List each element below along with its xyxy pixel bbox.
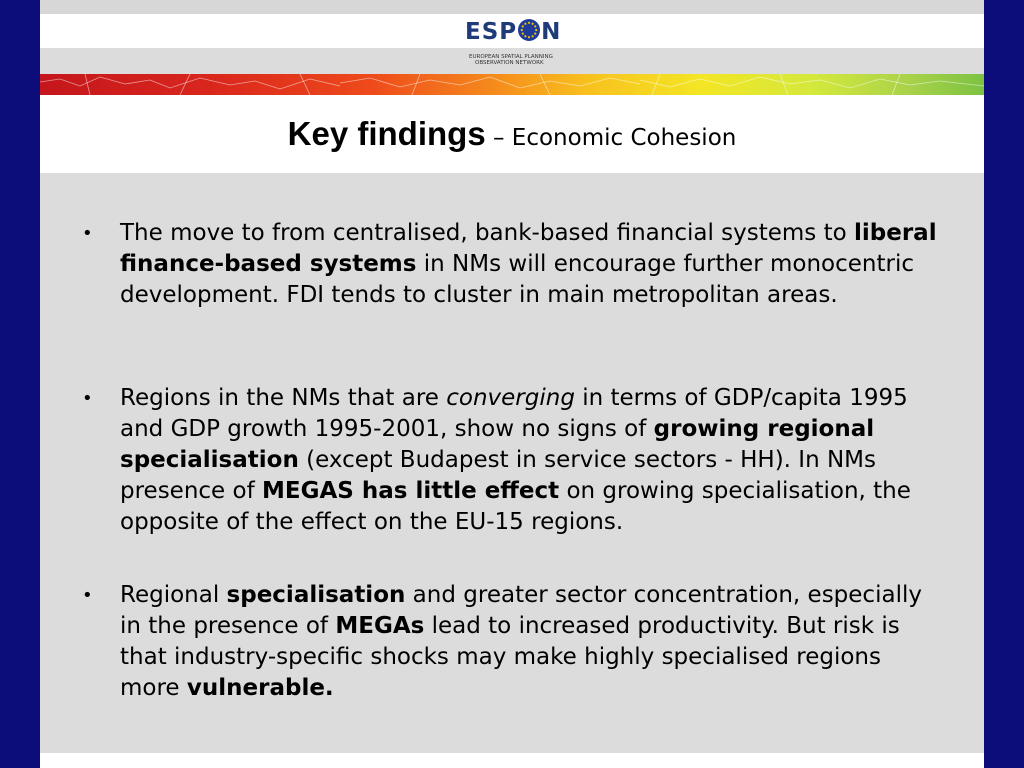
top-strip — [40, 0, 984, 14]
bullet-text — [120, 580, 945, 704]
bullet-marker: • — [82, 223, 93, 244]
slide-title — [40, 115, 984, 153]
text-run-italic: converging — [446, 385, 575, 411]
content-panel — [40, 173, 984, 753]
bottom-strip — [40, 753, 984, 768]
logo-text-n: N — [541, 19, 562, 45]
eu-flag-circle-icon — [517, 18, 541, 42]
logo-wordmark — [465, 18, 561, 48]
eu-star-icon — [524, 35, 526, 37]
bullet-marker: • — [82, 585, 93, 606]
text-run-bold: MEGAs — [335, 613, 425, 639]
slide — [40, 0, 984, 768]
logo-subtitle — [469, 54, 565, 66]
text-run: Regional — [120, 582, 227, 608]
text-run-bold: MEGAS has little effect — [262, 478, 560, 504]
text-run: and greater sector concentration, especially in the presence of — [120, 582, 922, 639]
text-run: (except Budapest in service sectors - HH). In NMs presence of — [120, 447, 876, 504]
title-main: Key findings — [287, 115, 486, 152]
text-run: in terms of GDP/capita 1995 and GDP growth 1995-2001, show no signs of — [120, 385, 908, 442]
eu-star-icon — [524, 23, 526, 25]
text-run: in NMs will encourage further monocentric development. FDI tends to cluster in main metropolitan areas. — [120, 251, 914, 308]
eu-star-icon — [534, 25, 536, 27]
eu-star-icon — [522, 33, 524, 35]
eu-star-icon — [521, 29, 523, 31]
eu-star-icon — [532, 35, 534, 37]
regional-map-strip — [40, 74, 984, 95]
text-run: The move to from centralised, bank-based financial systems to — [120, 220, 854, 246]
espon-logo — [465, 14, 565, 70]
text-run-bold: growing regional specialisation — [120, 416, 875, 473]
eu-star-icon — [534, 33, 536, 35]
text-run: Regions in the NMs that are — [120, 385, 447, 411]
title-area — [40, 95, 984, 173]
title-subtitle: – Economic Cohesion — [485, 125, 737, 151]
text-run: on growing specialisation, the opposite of the effect on the EU-15 regions. — [120, 478, 911, 535]
bullet-text — [120, 218, 945, 311]
logo-subtitle-line2: OBSERVATION NETWORK — [475, 60, 544, 66]
bullet-marker: • — [82, 388, 93, 409]
text-run-bold: vulnerable. — [186, 675, 334, 701]
eu-star-icon — [532, 23, 534, 25]
eu-star-icon — [522, 25, 524, 27]
text-run-bold: specialisation — [226, 582, 406, 608]
text-run-bold: liberal finance-based systems — [120, 220, 937, 277]
logo-text-esp: ESP — [465, 19, 518, 45]
eu-star-icon — [535, 29, 537, 31]
eu-star-icon — [528, 22, 530, 24]
logo-subtitle-line1: EUROPEAN SPATIAL PLANNING — [469, 54, 553, 60]
text-run: lead to increased productivity. But risk is that industry-specific shocks may make highly specialised regions more — [120, 613, 900, 701]
eu-star-icon — [528, 36, 530, 38]
bullet-text — [120, 383, 945, 538]
